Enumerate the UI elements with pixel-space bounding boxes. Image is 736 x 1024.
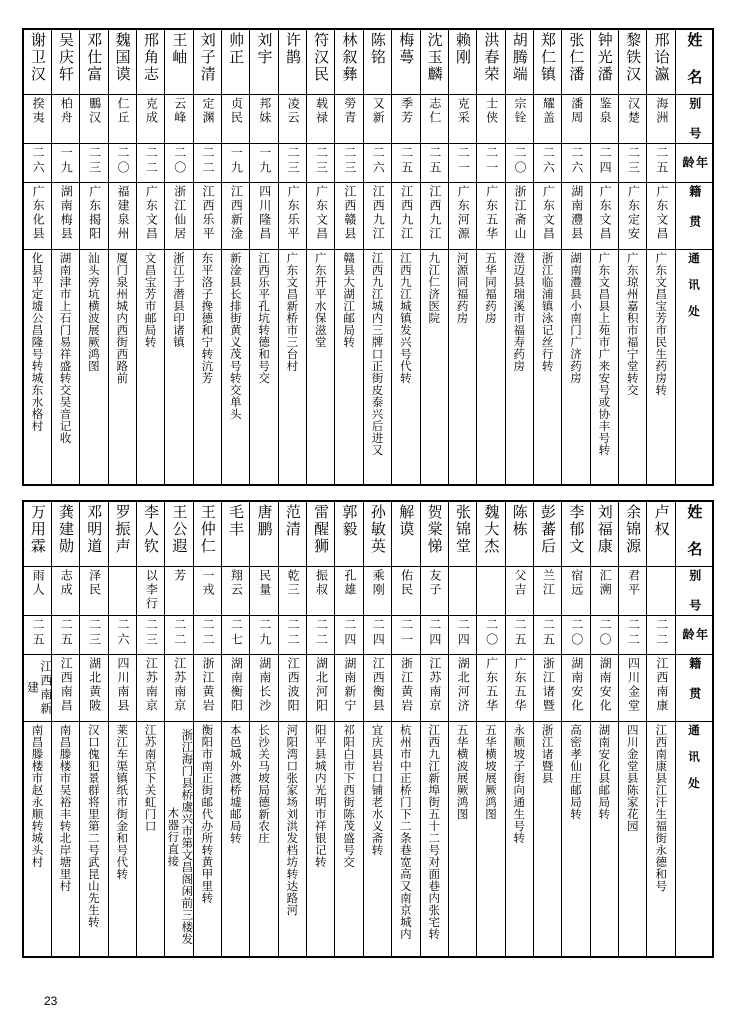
cell-native-5: 浙江仙居 xyxy=(165,183,193,250)
cell-address-14: 江西九江新埠街五十二号对面巷内张宅转 xyxy=(420,722,448,958)
cell-alias-15 xyxy=(448,567,476,616)
cell-native-3: 四川南县 xyxy=(108,655,136,722)
cell-age-20: 二〇 xyxy=(590,616,618,655)
cell-address-3: 莱江车渠镇纸市街金和号代转 xyxy=(108,722,136,958)
cell-native-3: 福建泉州 xyxy=(108,183,136,250)
cell-name-15 xyxy=(448,29,476,95)
cell-address-0: 南昌滕楼市赵永顺转城头村 xyxy=(23,722,51,958)
cell-name-6: 王仲仁 xyxy=(193,501,221,567)
cell-native-20: 湖南安化 xyxy=(590,655,618,722)
cell-address-15: 五华横波展厥鸿图 xyxy=(448,722,476,958)
cell-age-12: 二四 xyxy=(363,616,391,655)
cell-alias-6: 定渊 xyxy=(193,95,221,144)
table-row-native xyxy=(23,183,713,250)
cell-age-3: 二六 xyxy=(108,616,136,655)
cell-age-7: 二七 xyxy=(222,616,250,655)
cell-native-13: 江西九江 xyxy=(392,183,420,250)
cell-alias-19: 宿远 xyxy=(562,567,590,616)
row-label-age: 年 龄 xyxy=(676,616,714,655)
row-label-name: 姓 名 xyxy=(676,29,714,95)
cell-alias-19: 潘周 xyxy=(562,95,590,144)
text-name: 邢角志 xyxy=(142,32,161,83)
cell-address-13: 杭州市中正桥门下二条巷宽高又南京城内 xyxy=(392,722,420,958)
cell-alias-7: 翔云 xyxy=(222,567,250,616)
cell-name-7 xyxy=(222,29,250,95)
cell-name-1: 龚建勋 xyxy=(51,501,79,567)
cell-age-21: 二三 xyxy=(619,144,647,183)
cell-alias-13: 季芳 xyxy=(392,95,420,144)
cell-name-12: 孙敏英 xyxy=(363,501,391,567)
cell-address-1: 南昌滕楼市吴裕丰转北岸塘里村 xyxy=(51,722,79,958)
cell-native-4: 江苏南京 xyxy=(136,655,164,722)
cell-name-21 xyxy=(619,29,647,95)
cell-name-8 xyxy=(250,29,278,95)
cell-age-3: 二〇 xyxy=(108,144,136,183)
row-label-native: 籍 贯 xyxy=(676,183,714,250)
cell-age-12: 二六 xyxy=(363,144,391,183)
cell-name-18: 彭蕃后 xyxy=(533,501,561,567)
row-label-address: 通 讯 处 xyxy=(676,722,714,958)
cell-age-5: 二二 xyxy=(165,616,193,655)
cell-alias-7: 贞民 xyxy=(222,95,250,144)
cell-name-7: 毛丰 xyxy=(222,501,250,567)
cell-native-21: 广东定安 xyxy=(619,183,647,250)
cell-native-0: 江西南新建 xyxy=(23,655,51,722)
cell-age-19: 二六 xyxy=(562,144,590,183)
cell-address-14: 九江仁济医院 xyxy=(420,250,448,486)
cell-address-12: 江西九江城内三牌口正街皮泰兴后进又 xyxy=(363,250,391,486)
cell-alias-16 xyxy=(477,567,505,616)
cell-alias-4: 以李行 xyxy=(136,567,164,616)
cell-age-4: 二三 xyxy=(136,616,164,655)
cell-native-2: 广东揭阳 xyxy=(80,183,108,250)
text-name: 张仁潘 xyxy=(567,32,586,83)
cell-name-11 xyxy=(335,29,363,95)
cell-address-16: 五华横坡展厥鸿图 xyxy=(477,722,505,958)
cell-age-2: 二三 xyxy=(80,144,108,183)
cell-address-1: 湖南津市上石门易祥盛转交吴音记收 xyxy=(51,250,79,486)
text-name: 黎铁汉 xyxy=(624,32,643,83)
cell-address-3: 厦门泉州城内西街西路前 xyxy=(108,250,136,486)
cell-address-6: 东平洛子搀德和宁转沆芳 xyxy=(193,250,221,486)
cell-alias-22: 海洲 xyxy=(647,95,676,144)
cell-name-21: 余锦源 xyxy=(619,501,647,567)
roster-block-top xyxy=(22,28,714,486)
cell-native-20: 广东文昌 xyxy=(590,183,618,250)
cell-name-2 xyxy=(80,29,108,95)
text-name: 帅正 xyxy=(227,32,246,66)
cell-name-12 xyxy=(363,29,391,95)
cell-name-22: 卢权 xyxy=(647,501,676,567)
cell-age-7: 一九 xyxy=(222,144,250,183)
row-label-alias: 别 号 xyxy=(676,95,714,144)
cell-alias-8: 民量 xyxy=(250,567,278,616)
cell-address-0: 化县平定墟公昌隆号转城东水格村 xyxy=(23,250,51,486)
cell-alias-22 xyxy=(647,567,676,616)
cell-address-5: 浙江于潜县印诸镇 xyxy=(165,250,193,486)
cell-native-4: 广东文昌 xyxy=(136,183,164,250)
text-name: 沈玉麟 xyxy=(425,32,444,83)
cell-address-5: 浙江海门县桥虞兴市第文昌阁闲前三楼发木器行直接 xyxy=(165,722,193,958)
cell-alias-16: 士侠 xyxy=(477,95,505,144)
cell-alias-0: 揆夷 xyxy=(23,95,51,144)
cell-age-5: 二〇 xyxy=(165,144,193,183)
cell-age-8: 二九 xyxy=(250,616,278,655)
cell-address-19: 湖南灃县小南门广济药房 xyxy=(562,250,590,486)
table-row-name xyxy=(23,29,713,95)
cell-name-22 xyxy=(647,29,676,95)
cell-name-19: 李郁文 xyxy=(562,501,590,567)
cell-native-16: 广东五华 xyxy=(477,183,505,250)
cell-alias-3 xyxy=(108,567,136,616)
cell-name-5: 王公遐 xyxy=(165,501,193,567)
text-name: 梅蕚 xyxy=(397,32,416,66)
cell-name-6 xyxy=(193,29,221,95)
block-divider xyxy=(22,486,714,500)
cell-alias-10: 载禄 xyxy=(307,95,335,144)
cell-native-19: 湖南安化 xyxy=(562,655,590,722)
text-name: 王岫 xyxy=(170,32,189,66)
cell-age-13: 二一 xyxy=(392,616,420,655)
cell-address-8: 长沙关马坡局德新农庄 xyxy=(250,722,278,958)
cell-native-10: 湖北河阳 xyxy=(307,655,335,722)
cell-alias-4: 克成 xyxy=(136,95,164,144)
cell-alias-15: 克采 xyxy=(448,95,476,144)
cell-address-20: 广东文昌县上苑市广来安号或协丰号转 xyxy=(590,250,618,486)
cell-name-17 xyxy=(505,29,533,95)
cell-name-19 xyxy=(562,29,590,95)
cell-name-9 xyxy=(278,29,306,95)
cell-name-4: 李人钦 xyxy=(136,501,164,567)
cell-address-11: 祁阳白市下西街陈茂盛号交 xyxy=(335,722,363,958)
cell-native-15: 广东河源 xyxy=(448,183,476,250)
page-number: 23 xyxy=(44,994,58,1008)
row-label-alias: 别 号 xyxy=(676,567,714,616)
cell-age-15: 二四 xyxy=(448,616,476,655)
cell-address-18: 浙江诸暨县 xyxy=(533,722,561,958)
cell-name-10 xyxy=(307,29,335,95)
cell-age-19: 二〇 xyxy=(562,616,590,655)
cell-address-17: 永顺坡子街向通生号转 xyxy=(505,722,533,958)
cell-age-6: 二二 xyxy=(193,144,221,183)
table-row-native xyxy=(23,655,713,722)
cell-alias-3: 仁丘 xyxy=(108,95,136,144)
cell-name-16 xyxy=(477,29,505,95)
cell-name-13 xyxy=(392,29,420,95)
cell-name-14 xyxy=(420,29,448,95)
cell-name-14: 贺棠悌 xyxy=(420,501,448,567)
cell-address-6: 衡阳市南正街邮代办所转黄甲里转 xyxy=(193,722,221,958)
cell-native-11: 江西赣县 xyxy=(335,183,363,250)
cell-native-17: 浙江斋山 xyxy=(505,183,533,250)
cell-alias-8: 邦妹 xyxy=(250,95,278,144)
cell-name-4 xyxy=(136,29,164,95)
cell-age-15: 二一 xyxy=(448,144,476,183)
cell-native-15: 湖北河济 xyxy=(448,655,476,722)
table-row-address xyxy=(23,250,713,486)
cell-native-22: 广东文昌 xyxy=(647,183,676,250)
row-label-address: 通 讯 处 xyxy=(676,250,714,486)
cell-address-9: 河阳湾口张家场刘洪发档坊转达路河 xyxy=(278,722,306,958)
table-row-age xyxy=(23,616,713,655)
cell-alias-5: 云峰 xyxy=(165,95,193,144)
cell-age-21: 二二 xyxy=(619,616,647,655)
cell-age-20: 二四 xyxy=(590,144,618,183)
table-row-name xyxy=(23,501,713,567)
cell-alias-14: 友子 xyxy=(420,567,448,616)
text-name: 陈铭 xyxy=(368,32,387,66)
cell-alias-20: 汇溯 xyxy=(590,567,618,616)
cell-age-14: 二四 xyxy=(420,616,448,655)
cell-alias-11: 孔雄 xyxy=(335,567,363,616)
text-name: 郑仁镇 xyxy=(539,32,558,83)
cell-address-12: 宜庆县岩口铺老水义斋转 xyxy=(363,722,391,958)
cell-native-10: 广东文昌 xyxy=(307,183,335,250)
cell-alias-1: 志成 xyxy=(51,567,79,616)
cell-name-8: 唐鹏 xyxy=(250,501,278,567)
cell-age-16: 二〇 xyxy=(477,616,505,655)
cell-address-22: 广东文昌宝芳市民生药房转 xyxy=(647,250,676,486)
cell-age-1: 一九 xyxy=(51,144,79,183)
cell-native-18: 浙江诸暨 xyxy=(533,655,561,722)
cell-alias-12: 又新 xyxy=(363,95,391,144)
cell-address-10: 阳平县城内光明市祥银记转 xyxy=(307,722,335,958)
cell-native-13: 浙江黄岩 xyxy=(392,655,420,722)
cell-alias-11: 勞青 xyxy=(335,95,363,144)
cell-age-22: 二二 xyxy=(647,616,676,655)
cell-alias-17: 宗铨 xyxy=(505,95,533,144)
cell-native-0: 广东化县 xyxy=(23,183,51,250)
cell-native-2: 湖北黄陂 xyxy=(80,655,108,722)
cell-address-20: 湖南安化县邮局转 xyxy=(590,722,618,958)
cell-name-3: 罗振声 xyxy=(108,501,136,567)
text-name: 林叙彝 xyxy=(340,32,359,83)
cell-alias-21: 君平 xyxy=(619,567,647,616)
cell-address-4: 文昌宝芳市邮局转 xyxy=(136,250,164,486)
cell-age-17: 二〇 xyxy=(505,144,533,183)
cell-name-16: 魏大杰 xyxy=(477,501,505,567)
text-name: 邢诒瀛 xyxy=(652,32,671,83)
cell-address-2: 汕头旁坑横波展厥鸿图 xyxy=(80,250,108,486)
cell-native-6: 浙江黄岩 xyxy=(193,655,221,722)
text-name: 符汉民 xyxy=(312,32,331,83)
cell-age-22: 二五 xyxy=(647,144,676,183)
cell-address-4: 江苏南京下关虹门口 xyxy=(136,722,164,958)
row-label-name: 姓 名 xyxy=(676,501,714,567)
cell-age-16: 二一 xyxy=(477,144,505,183)
cell-alias-14: 志仁 xyxy=(420,95,448,144)
cell-native-16: 广东五华 xyxy=(477,655,505,722)
cell-age-0: 二六 xyxy=(23,144,51,183)
cell-native-19: 湖南灃县 xyxy=(562,183,590,250)
text-name: 许鹊 xyxy=(283,32,302,66)
cell-native-8: 湖南长沙 xyxy=(250,655,278,722)
roster-table-top xyxy=(22,28,714,486)
cell-address-2: 汉口傀犯景群将里第二号武昆山先生转 xyxy=(80,722,108,958)
text-name: 赖刚 xyxy=(453,32,472,66)
cell-alias-17: 父吉 xyxy=(505,567,533,616)
text-name: 洪春荣 xyxy=(482,32,501,83)
cell-address-7: 本邑城外渡桥墟邮局转 xyxy=(222,722,250,958)
cell-age-13: 二五 xyxy=(392,144,420,183)
cell-native-1: 江西南昌 xyxy=(51,655,79,722)
cell-age-10: 二二 xyxy=(307,616,335,655)
cell-alias-21: 汉楚 xyxy=(619,95,647,144)
cell-name-13: 解谟 xyxy=(392,501,420,567)
cell-address-17: 澄迈县瑞溪市福寿药房 xyxy=(505,250,533,486)
cell-native-7: 湖南衡阳 xyxy=(222,655,250,722)
cell-address-21: 广东琼州嘉积市福宁堂转交 xyxy=(619,250,647,486)
cell-name-17: 陈栋 xyxy=(505,501,533,567)
cell-address-22: 江西南康县江汗生福街永德和号 xyxy=(647,722,676,958)
table-row-address xyxy=(23,722,713,958)
cell-alias-9: 凌云 xyxy=(278,95,306,144)
cell-address-21: 四川金堂县陈家花园 xyxy=(619,722,647,958)
cell-address-8: 江西乐平孔坑转德和号交 xyxy=(250,250,278,486)
cell-native-1: 湖南梅县 xyxy=(51,183,79,250)
cell-name-5 xyxy=(165,29,193,95)
cell-native-6: 江西乐平 xyxy=(193,183,221,250)
cell-alias-6: 一戎 xyxy=(193,567,221,616)
cell-alias-2: 鵬汉 xyxy=(80,95,108,144)
cell-alias-13: 佑民 xyxy=(392,567,420,616)
cell-name-15: 张锦堂 xyxy=(448,501,476,567)
cell-native-12: 江西九江 xyxy=(363,183,391,250)
cell-native-12: 江西衡县 xyxy=(363,655,391,722)
cell-alias-1: 柏舟 xyxy=(51,95,79,144)
cell-name-1 xyxy=(51,29,79,95)
cell-name-0: 万用霖 xyxy=(23,501,51,567)
cell-age-1: 二五 xyxy=(51,616,79,655)
cell-native-17: 广东五华 xyxy=(505,655,533,722)
cell-native-14: 江苏南京 xyxy=(420,655,448,722)
cell-address-11: 赣县大湖江邮局转 xyxy=(335,250,363,486)
cell-native-11: 湖南新宁 xyxy=(335,655,363,722)
table-row-alias xyxy=(23,95,713,144)
cell-age-17: 二五 xyxy=(505,616,533,655)
cell-native-22: 江西南康 xyxy=(647,655,676,722)
cell-alias-9: 乾三 xyxy=(278,567,306,616)
cell-age-11: 二三 xyxy=(335,144,363,183)
cell-address-13: 江西九江城镇发兴号代转 xyxy=(392,250,420,486)
text-name: 邓仕富 xyxy=(85,32,104,83)
cell-name-11: 郭毅 xyxy=(335,501,363,567)
cell-age-9: 二二 xyxy=(278,616,306,655)
row-label-native: 籍 贯 xyxy=(676,655,714,722)
cell-name-20 xyxy=(590,29,618,95)
text-name: 魏国谟 xyxy=(113,32,132,83)
cell-address-16: 五华同福药房 xyxy=(477,250,505,486)
text-name: 刘子清 xyxy=(198,32,217,83)
cell-name-18 xyxy=(533,29,561,95)
cell-age-6: 二二 xyxy=(193,616,221,655)
cell-address-7: 新淦县长排街黄义茂号转交单头 xyxy=(222,250,250,486)
text-name: 钟光潘 xyxy=(595,32,614,83)
cell-name-20: 刘福康 xyxy=(590,501,618,567)
cell-address-15: 河源同福药房 xyxy=(448,250,476,486)
cell-name-2: 邓明道 xyxy=(80,501,108,567)
text-name: 吴庆轩 xyxy=(56,32,75,83)
cell-age-4: 二二 xyxy=(136,144,164,183)
cell-alias-2: 泽民 xyxy=(80,567,108,616)
cell-native-9: 广东乐平 xyxy=(278,183,306,250)
cell-age-14: 二五 xyxy=(420,144,448,183)
cell-age-11: 二四 xyxy=(335,616,363,655)
cell-alias-10: 振叔 xyxy=(307,567,335,616)
text-name: 刘宇 xyxy=(255,32,274,66)
cell-age-18: 二六 xyxy=(533,144,561,183)
cell-native-14: 江西九江 xyxy=(420,183,448,250)
table-row-alias xyxy=(23,567,713,616)
cell-native-18: 广东文昌 xyxy=(533,183,561,250)
cell-address-18: 浙江临浦镇泳记丝行转 xyxy=(533,250,561,486)
cell-age-18: 二五 xyxy=(533,616,561,655)
cell-age-10: 二三 xyxy=(307,144,335,183)
table-row-age xyxy=(23,144,713,183)
cell-address-19: 高密孝仙庄邮局转 xyxy=(562,722,590,958)
cell-native-5: 江苏南京 xyxy=(165,655,193,722)
cell-alias-5: 芳 xyxy=(165,567,193,616)
cell-alias-12: 乘刚 xyxy=(363,567,391,616)
cell-alias-20: 鉴泉 xyxy=(590,95,618,144)
cell-native-21: 四川金堂 xyxy=(619,655,647,722)
cell-name-9: 范清 xyxy=(278,501,306,567)
cell-native-8: 四川隆昌 xyxy=(250,183,278,250)
cell-age-0: 二五 xyxy=(23,616,51,655)
cell-native-7: 江西新淦 xyxy=(222,183,250,250)
cell-age-2: 二三 xyxy=(80,616,108,655)
roster-table-bottom xyxy=(22,500,714,958)
cell-alias-18: 耀盖 xyxy=(533,95,561,144)
cell-native-9: 江西波阳 xyxy=(278,655,306,722)
roster-block-bottom xyxy=(22,500,714,958)
cell-name-3 xyxy=(108,29,136,95)
cell-name-0 xyxy=(23,29,51,95)
text-name: 胡腾端 xyxy=(510,32,529,83)
row-label-age: 年 龄 xyxy=(676,144,714,183)
cell-alias-18: 兰江 xyxy=(533,567,561,616)
cell-address-9: 广东文昌新桥市三台村 xyxy=(278,250,306,486)
cell-name-10: 雷醒狮 xyxy=(307,501,335,567)
cell-age-8: 一九 xyxy=(250,144,278,183)
text-name: 谢卫汉 xyxy=(28,32,47,83)
cell-age-9: 二三 xyxy=(278,144,306,183)
cell-alias-0: 雨人 xyxy=(23,567,51,616)
cell-address-10: 广东开平水保滋堂 xyxy=(307,250,335,486)
